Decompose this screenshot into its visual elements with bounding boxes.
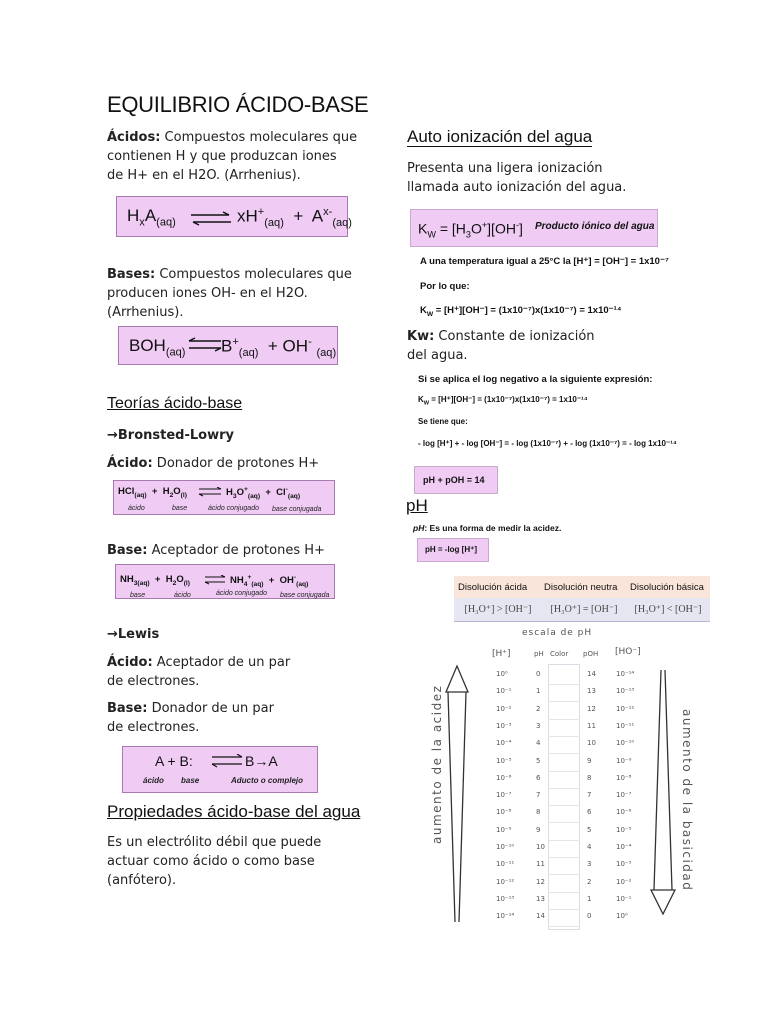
eq4-label-base-conjugada: base conjugada	[280, 592, 330, 599]
eq2-minus-sup: -	[308, 336, 312, 348]
escala-row-ph: 2	[536, 704, 541, 713]
equation-box-boh	[118, 326, 338, 365]
escala-col-ph: pH	[534, 650, 544, 658]
auto-text-1: Presenta una ligera ionización	[407, 161, 603, 176]
escala-row-oh: 10⁻⁷	[616, 791, 632, 800]
kw-oh: ][OH	[487, 220, 516, 237]
acidos-label: Ácidos:	[107, 130, 161, 145]
escala-row-divider	[548, 874, 580, 875]
base-lewis-text-2: de electrones.	[107, 720, 200, 735]
escala-title: escala de pH	[522, 628, 593, 638]
eq4-l: (l)	[183, 579, 190, 587]
kw-formula2-rest: = [H⁺][OH⁻] = (1x10⁻⁷)x(1x10⁻⁷) = 1x10⁻¹⁴	[429, 395, 588, 404]
escala-row-h: 10⁻⁹	[496, 825, 512, 834]
escala-col-oh: [HO⁻]	[615, 647, 641, 657]
eq5-label-base: base	[181, 776, 200, 785]
escala-row-poh: 9	[587, 756, 592, 765]
acidos-paragraph	[107, 128, 377, 185]
equation-box-nh3	[115, 564, 335, 599]
escala-row-poh: 5	[587, 825, 592, 834]
eq3-label-acido-conjugado: ácido conjugado	[208, 505, 259, 512]
page-title: EQUILIBRIO ÁCIDO-BASE	[107, 92, 369, 117]
eq3-three: 3	[232, 493, 237, 501]
propiedades-paragraph	[107, 833, 367, 890]
disolucion-cell-neutra: [H₃O⁺] = [OH⁻]	[550, 604, 618, 615]
escala-row-divider	[548, 892, 580, 893]
escala-row-h: 10⁻²	[496, 704, 512, 713]
equilibrium-arrow-icon	[187, 337, 223, 353]
por-lo-que: Por lo que:	[420, 281, 470, 292]
base-lewis-paragraph	[107, 699, 327, 737]
eq1-aq3: (aq)	[332, 217, 352, 230]
escala-row-h: 10⁻¹⁰	[496, 843, 515, 851]
eq3-minus-sup: -	[285, 486, 288, 493]
eq3-cl: Cl	[276, 487, 286, 499]
escala-row-divider	[548, 840, 580, 841]
disolucion-header-neutra: Disolución neutra	[544, 582, 618, 593]
ph-poh-text: pH + pOH = 14	[423, 475, 485, 485]
escala-col-color: Color	[550, 650, 569, 658]
disolucion-cell-basica: [H₃O⁺] < [OH⁻]	[634, 604, 702, 615]
kw-formula2-w: W	[423, 400, 430, 407]
eq1-x-sup: x-	[323, 206, 333, 218]
kw-formula2-k: K	[418, 395, 424, 404]
kw-formula-k: K	[420, 305, 427, 316]
eq4-nh4: NH	[230, 575, 244, 587]
escala-row-h: 10⁻³	[496, 721, 512, 730]
eq4-three: 3(aq)	[133, 579, 150, 587]
kw-formula-line	[420, 305, 622, 318]
escala-row-divider	[548, 719, 580, 720]
kw-plus: +	[481, 220, 488, 230]
escala-color-column	[548, 664, 580, 930]
eq3-aq3: (aq)	[287, 493, 301, 501]
kw-w: W	[427, 229, 436, 240]
eq4-minus-sup: -	[293, 574, 297, 581]
eq4-aq2: (aq)	[251, 581, 264, 589]
ph-poh-box	[414, 466, 498, 494]
eq3-plus2: +	[265, 487, 271, 499]
eq2-aq1: (aq)	[165, 346, 186, 359]
escala-row-h: 10⁻⁵	[496, 756, 512, 765]
bases-text-1: Compuestos moleculares que	[155, 267, 352, 282]
eq3-label-base-conjugada: base conjugada	[272, 506, 322, 513]
acido-lewis-text-2: de electrones.	[107, 674, 200, 689]
escala-row-h: 10⁻¹³	[496, 894, 515, 903]
lewis-label: →Lewis	[107, 627, 160, 642]
escala-row-oh: 10⁻¹³	[616, 687, 635, 696]
bases-paragraph	[107, 265, 377, 322]
eq5-label-acido: ácido	[143, 776, 164, 785]
eq1-a: A	[144, 206, 157, 225]
kw-formula-w: W	[426, 310, 434, 318]
eq1-plus: +	[293, 206, 304, 226]
propiedades-heading: Propiedades ácido-base del agua	[107, 802, 361, 821]
aumento-acidez-label: aumento de la acidez	[430, 684, 444, 844]
escala-row-ph: 9	[536, 825, 541, 834]
eq3-two: 2	[169, 491, 174, 499]
escala-row-oh: 10⁻⁸	[616, 773, 632, 782]
eq5-label-aducto: Aducto o complejo	[231, 776, 303, 785]
escala-row-oh: 10⁰	[616, 912, 628, 921]
eq1-aq2: (aq)	[264, 217, 284, 230]
escala-row-oh: 10⁻¹²	[616, 704, 635, 713]
acidos-text-1: Compuestos moleculares que	[160, 130, 358, 145]
escala-row-h: 10⁰	[496, 670, 508, 678]
ph-heading: pH	[406, 496, 428, 515]
eq4-plus1: +	[154, 574, 161, 585]
auto-ionizacion-heading: Auto ionización del agua	[407, 127, 593, 146]
acido-bronsted-label: Ácido:	[107, 456, 153, 471]
bases-text-2: producen iones OH- en el H2O.	[107, 286, 308, 301]
escala-row-divider	[548, 805, 580, 806]
escala-row-h: 10⁻⁸	[496, 808, 512, 817]
escala-row-ph: 12	[536, 877, 545, 886]
down-arrow-icon	[648, 668, 678, 916]
escala-row-ph: 1	[536, 687, 541, 696]
escala-row-oh: 10⁻⁵	[616, 825, 632, 834]
escala-row-ph: 6	[536, 773, 541, 782]
kw-definition	[407, 327, 647, 365]
kw-eq: = [H	[435, 220, 466, 237]
ph-def-rest: : Es una forma de medir la acidez.	[424, 523, 562, 533]
ph-formula-box	[417, 538, 489, 562]
acidos-text-3: de H+ en el H2O. (Arrhenius).	[107, 168, 301, 183]
escala-row-h: 10⁻¹	[496, 687, 512, 696]
up-arrow-icon	[442, 664, 472, 926]
eq3-plus-sup: +	[243, 486, 248, 493]
base-bronsted-label: Base:	[107, 543, 148, 558]
escala-row-divider	[548, 701, 580, 702]
log-negativo-line: Si se aplica el log negativo a la siguiente expresión:	[418, 374, 653, 385]
eq4-aq3: (aq)	[296, 581, 309, 589]
eq2-oh: + OH	[267, 336, 309, 356]
kw-formula-rest: = [H⁺][OH⁻] = (1x10⁻⁷)x(1x10⁻⁷) = 1x10⁻¹⁴	[433, 305, 622, 316]
eq3-aq2: (aq)	[247, 493, 261, 501]
acidos-text-2: contienen H y que produzcan iones	[107, 149, 337, 164]
eq3-label-base: base	[172, 505, 188, 512]
acido-bronsted-text: Donador de protones H+	[152, 456, 320, 471]
acido-bronsted-paragraph	[107, 454, 319, 473]
eq1-a2: A	[311, 206, 324, 226]
escala-row-poh: 3	[587, 860, 592, 869]
kw-def-label: Kw:	[407, 329, 435, 344]
eq4-four: 4	[243, 581, 248, 589]
equilibrium-arrow-icon	[189, 211, 233, 227]
eq2-aq2: (aq)	[238, 347, 259, 360]
acido-lewis-label: Ácido:	[107, 655, 153, 670]
teorias-heading: Teorías ácido-base	[107, 395, 243, 412]
equilibrium-arrow-icon	[198, 487, 222, 497]
escala-row-ph: 3	[536, 721, 541, 730]
escala-row-divider	[548, 736, 580, 737]
eq2-plus-sup: +	[232, 336, 239, 348]
eq3-o2: O	[236, 487, 244, 499]
escala-row-h: 10⁻⁴	[496, 739, 512, 748]
escala-row-poh: 4	[587, 843, 592, 851]
escala-row-ph: 0	[536, 670, 541, 678]
escala-row-h: 10⁻¹²	[496, 877, 515, 886]
equation-box-hcl	[113, 480, 335, 515]
disolucion-header-acida: Disolución ácida	[458, 582, 528, 593]
escala-row-ph: 7	[536, 791, 541, 800]
eq2-boh: BOH	[129, 336, 166, 355]
eq1-xh: xH	[237, 206, 258, 226]
escala-row-ph: 11	[536, 860, 545, 869]
escala-col-h: [H⁺]	[492, 649, 511, 659]
equation-box-hxa	[116, 196, 352, 237]
ph-def-italic: pH	[413, 523, 425, 533]
ph-definition	[413, 523, 561, 533]
eq2-aq3: (aq)	[316, 347, 337, 360]
eq3-h3: H	[226, 487, 233, 499]
equilibrium-arrow-icon	[211, 754, 243, 768]
escala-row-poh: 1	[587, 894, 592, 903]
kw-box-label: Producto iónico del agua	[535, 221, 655, 232]
temperatura-line: A una temperatura igual a 25°C la [H⁺] = [OH⁻] = 1x10⁻⁷	[420, 256, 669, 267]
escala-row-ph: 4	[536, 739, 541, 748]
equilibrium-arrow-icon	[204, 575, 226, 585]
escala-row-ph: 13	[536, 894, 545, 903]
escala-row-h: 10⁻⁶	[496, 773, 512, 782]
eq3-plus1: +	[151, 486, 158, 497]
eq4-label-base: base	[130, 592, 146, 599]
eq4-oh: OH	[279, 575, 294, 587]
escala-row-oh: 10⁻²	[616, 877, 632, 886]
bronsted-label: →Bronsted-Lowry	[107, 428, 234, 443]
propiedades-text-2: actuar como ácido o como base	[107, 854, 315, 869]
eq3-h: H	[162, 486, 170, 497]
escala-row-oh: 10⁻¹	[616, 894, 632, 903]
escala-row-oh: 10⁻¹⁰	[616, 739, 635, 748]
eq5-rhs: B→A	[245, 753, 278, 769]
auto-text-2: llamada auto ionización del agua.	[407, 180, 627, 195]
escala-row-divider	[548, 788, 580, 789]
escala-row-poh: 8	[587, 773, 592, 782]
escala-row-oh: 10⁻⁴	[616, 843, 632, 851]
eq1-aq1: (aq)	[156, 216, 176, 229]
eq3-label-acido: ácido	[128, 505, 145, 512]
log-expression: - log [H⁺] + - log [OH⁻] = - log (1x10⁻⁷) + - log (1x10⁻⁷) = - log 1x10⁻¹⁴	[418, 439, 677, 448]
eq4-two: 2	[172, 579, 177, 587]
escala-row-poh: 12	[587, 704, 596, 713]
disolucion-bottom-line	[454, 621, 710, 622]
kw-def-text-2: del agua.	[407, 348, 468, 363]
disolucion-header-basica: Disolución básica	[630, 582, 704, 593]
eq4-nh: NH	[120, 574, 134, 585]
kw-close: ]	[518, 220, 523, 237]
acido-lewis-text-1: Aceptador de un par	[152, 655, 291, 670]
eq4-label-acido-conjugado: ácido conjugado	[216, 590, 267, 597]
propiedades-text-1: Es un electrólito débil que puede	[107, 835, 322, 850]
base-bronsted-paragraph	[107, 541, 325, 560]
escala-row-oh: 10⁻⁶	[616, 808, 632, 817]
escala-row-divider	[548, 753, 580, 754]
escala-row-poh: 11	[587, 721, 596, 730]
escala-row-divider	[548, 857, 580, 858]
escala-row-oh: 10⁻⁹	[616, 756, 632, 765]
auto-ionizacion-paragraph	[407, 159, 677, 197]
eq5-lhs: A + B:	[155, 753, 193, 769]
acido-lewis-paragraph	[107, 653, 327, 691]
escala-row-ph: 5	[536, 756, 541, 765]
base-bronsted-text: Aceptador de protones H+	[147, 543, 325, 558]
escala-row-poh: 7	[587, 791, 592, 800]
escala-row-divider	[548, 771, 580, 772]
eq3-hcl: HCl	[118, 486, 135, 497]
disolucion-table	[454, 576, 710, 622]
escala-col-poh: pOH	[583, 650, 599, 658]
eq3-aq: (aq)	[134, 491, 147, 499]
ph-scale	[410, 624, 710, 934]
eq4-o: O	[176, 574, 184, 585]
kw-minus: -	[515, 220, 519, 230]
escala-row-ph: 8	[536, 808, 541, 817]
escala-row-h: 10⁻¹⁴	[496, 912, 515, 921]
se-tiene-que: Se tiene que:	[418, 417, 468, 426]
base-lewis-label: Base:	[107, 701, 148, 716]
kw-k: K	[418, 220, 428, 237]
eq4-plus-sup: +	[247, 574, 252, 581]
escala-row-divider	[548, 926, 580, 927]
escala-row-oh: 10⁻³	[616, 860, 632, 869]
escala-row-poh: 0	[587, 912, 592, 921]
escala-row-ph: 10	[536, 843, 545, 851]
escala-row-h: 10⁻¹¹	[496, 860, 515, 869]
kw-box	[410, 209, 658, 247]
escala-row-poh: 14	[587, 670, 596, 678]
eq3-l: (l)	[180, 491, 187, 499]
kw-three: 3	[465, 229, 471, 240]
bases-text-3: (Arrhenius).	[107, 305, 184, 320]
eq4-plus2: +	[268, 575, 275, 587]
eq4-h: H	[165, 574, 173, 585]
eq4-label-acido: ácido	[174, 592, 191, 599]
escala-row-divider	[548, 684, 580, 685]
escala-row-oh: 10⁻¹⁴	[616, 670, 635, 678]
escala-row-divider	[548, 909, 580, 910]
eq2-b: B	[221, 336, 233, 356]
bases-label: Bases:	[107, 267, 156, 282]
disolucion-cell-acida: [H₃O⁺] > [OH⁻]	[464, 604, 532, 615]
equation-box-lewis	[122, 746, 318, 793]
escala-row-poh: 6	[587, 808, 592, 817]
escala-row-poh: 2	[587, 877, 592, 886]
kw-def-text-1: Constante de ionización	[434, 329, 595, 344]
eq3-o: O	[173, 486, 181, 497]
escala-row-ph: 14	[536, 912, 545, 921]
eq1-plus-sup: +	[257, 206, 265, 218]
eq1-h: H	[127, 206, 140, 225]
propiedades-text-3: (anfótero).	[107, 873, 177, 888]
kw-o: O	[470, 220, 482, 237]
escala-row-h: 10⁻⁷	[496, 791, 512, 800]
kw-formula-line-2	[418, 395, 588, 407]
eq1-subx: x	[139, 216, 145, 229]
ph-formula-text: pH = -log [H⁺]	[425, 545, 477, 554]
base-lewis-text-1: Donador de un par	[147, 701, 274, 716]
escala-row-divider	[548, 822, 580, 823]
aumento-basicidad-label: aumento de la basicidad	[680, 709, 694, 892]
escala-row-poh: 13	[587, 687, 596, 696]
escala-row-oh: 10⁻¹¹	[616, 721, 635, 730]
escala-row-poh: 10	[587, 739, 596, 748]
